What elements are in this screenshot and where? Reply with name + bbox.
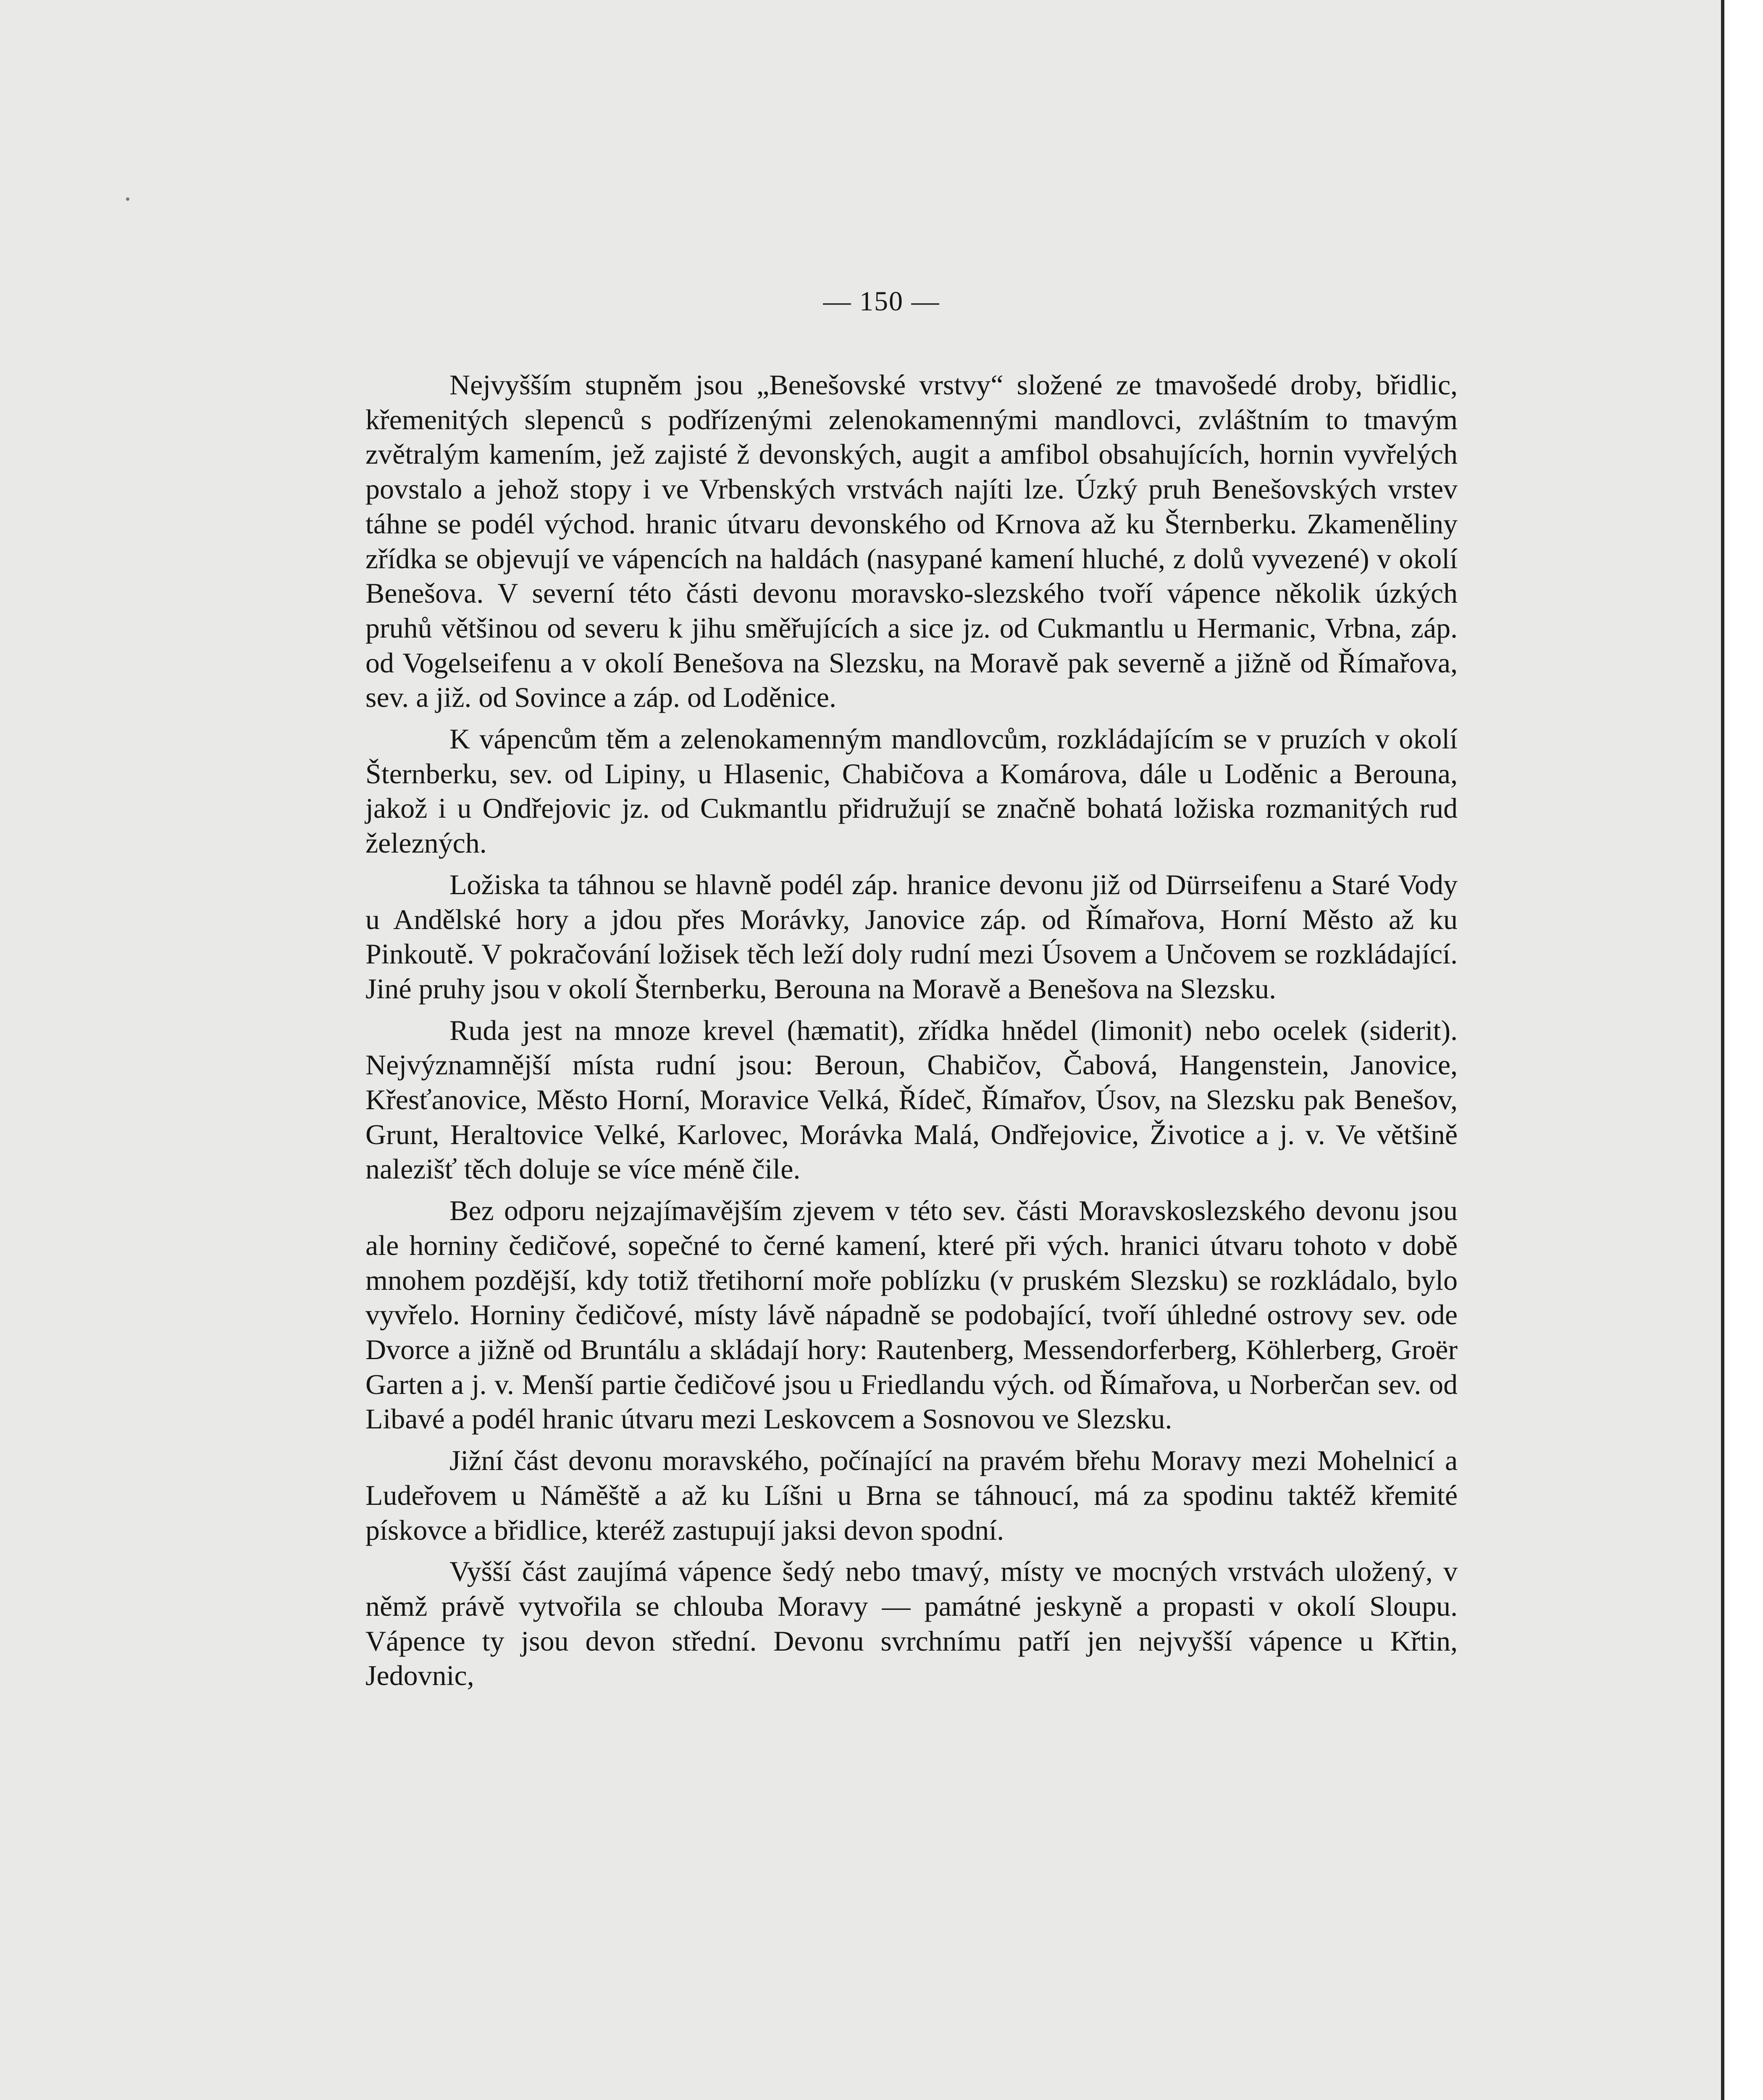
page-number: — 150 —	[823, 286, 940, 317]
paragraph-ore-types: Ruda jest na mnoze krevel (hæmatit), zřídka hnědel (limonit) nebo ocelek (siderit). Nejvýznamnější místa rudní jsou: Beroun, Chabičov, Čabová, Hangenstein, Janovice, Křesťanovice, Město Horní, Moravice Velká, Řídeč, Římařov, Úsov, na Slezsku pak Benešov, Grunt, Heraltovice Velké, Karlovec, Morávka Malá, Ondřejovice, Životice a j. v. Ve většině nalezišť těch doluje se více méně čile.	[365, 1014, 1458, 1185]
paragraph-benesov-layers: Nejvyšším stupněm jsou „Benešovské vrstvy“ složené ze tmavošedé droby, břidlic, křemenitých slepenců s podřízenými zelenokamennými mandlovci, zvláštním to tmavým zvětralým kamením, jež zajisté ž devonských, augit a amfibol obsahujících, hornin vyvřelých povstalo a jehož stopy i ve Vrbenských vrstvách najíti lze. Úzký pruh Benešovských vrstev táhne se podél východ. hranic útvaru devonského od Krnova až ku Šternberku. Zkameněliny zřídka se objevují ve vápencích na haldách (nasypané kamení hluché, z dolů vyvezené) v okolí Benešova. V severní této části devonu moravsko-slezského tvoří vápence několik úzkých pruhů většinou od severu k jihu směřujících a sice jz. od Cukmantlu u Hermanic, Vrbna, záp. od Vogelseifenu a v okolí Benešova na Slezsku, na Moravě pak severně a jižně od Římařova, sev. a již. od Sovince a záp. od Loděnice.	[365, 369, 1458, 714]
paragraph-ore-deposits: Ložiska ta táhnou se hlavně podél záp. hranice devonu již od Dürrseifenu a Staré Vody u Andělské hory a jdou přes Morávky, Janovice záp. od Římařova, Horní Město až ku Pinkoutě. V pokračování ložisek těch leží doly rudní mezi Úsovem a Unčovem se rozkládající. Jiné pruhy jsou v okolí Šternberku, Berouna na Moravě a Benešova na Slezsku.	[365, 868, 1458, 1005]
page-edge-border	[1721, 0, 1763, 2100]
paragraph-basalt: Bez odporu nejzajímavějším zjevem v této sev. části Moravskoslezského devonu jsou ale horniny čedičové, sopečné to černé kamení, které při vých. hranici útvaru tohoto v době mnohem pozdější, kdy totiž třetihorní moře poblízku (v pruském Slezsku) se rozkládalo, bylo vyvřelo. Horniny čedičové, místy lávě nápadně se podobající, tvoří úhledné ostrovy sev. ode Dvorce a jižně od Bruntálu a skládají hory: Rautenberg, Messendorferberg, Köhlerberg, Groër Garten a j. v. Menší partie čedičové jsou u Friedlandu vých. od Římařova, u Norberčan sev. od Libavé a podél hranic útvaru mezi Leskovcem a Sosnovou ve Slezsku.	[365, 1194, 1458, 1435]
paragraph-south-devon: Jižní část devonu moravského, počínající na pravém břehu Moravy mezi Mohelnicí a Ludeřovem u Náměště a až ku Líšni u Brna se táhnoucí, má za spodinu taktéž křemité pískovce a břidlice, kteréž zastupují jaksi devon spodní.	[365, 1444, 1458, 1546]
paragraph-upper-limestone: Vyšší část zaujímá vápence šedý nebo tmavý, místy ve mocných vrstvách uložený, v němž právě vytvořila se chlouba Moravy — památné jeskyně a propasti v okolí Sloupu. Vápence ty jsou devon střední. Devonu svrchnímu patří jen nejvyšší vápence u Křtin, Jedovnic,	[365, 1555, 1458, 1692]
body-text	[365, 368, 1458, 1700]
stray-speck	[126, 197, 129, 201]
paragraph-limestone-ores: K vápencům těm a zelenokamenným mandlovcům, rozkládajícím se v pruzích v okolí Šternberku, sev. od Lipiny, u Hlasenic, Chabičova a Komárova, dále u Loděnic a Berouna, jakož i u Ondřejovic jz. od Cukmantlu přidružují se značně bohatá ložiska rozmanitých rud železných.	[365, 723, 1458, 859]
